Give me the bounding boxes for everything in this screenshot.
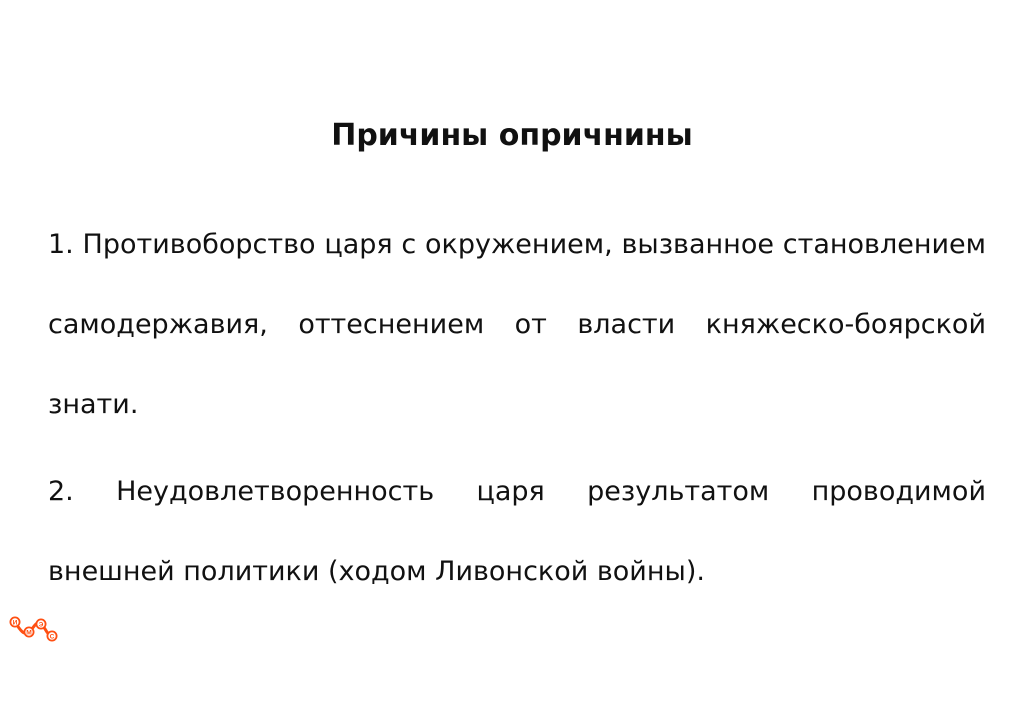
logo-letter-s: С: [49, 633, 55, 641]
point-2: 2. Неудовлетворенность царя результатом проводимой внешней политики (ходом Ливонской войны).: [48, 476, 986, 587]
logo-letter-e: Э: [38, 621, 44, 629]
logo-letter-m: М: [26, 629, 32, 637]
slide-title: Причины опричнины: [331, 118, 693, 153]
point-1: 1. Противоборство царя с окружением, вызванное становлением самодержавия, оттеснением от власти княжеско-боярской знати.: [48, 229, 986, 420]
imes-logo: [6, 610, 58, 646]
logo-letter-i: И: [12, 619, 18, 627]
